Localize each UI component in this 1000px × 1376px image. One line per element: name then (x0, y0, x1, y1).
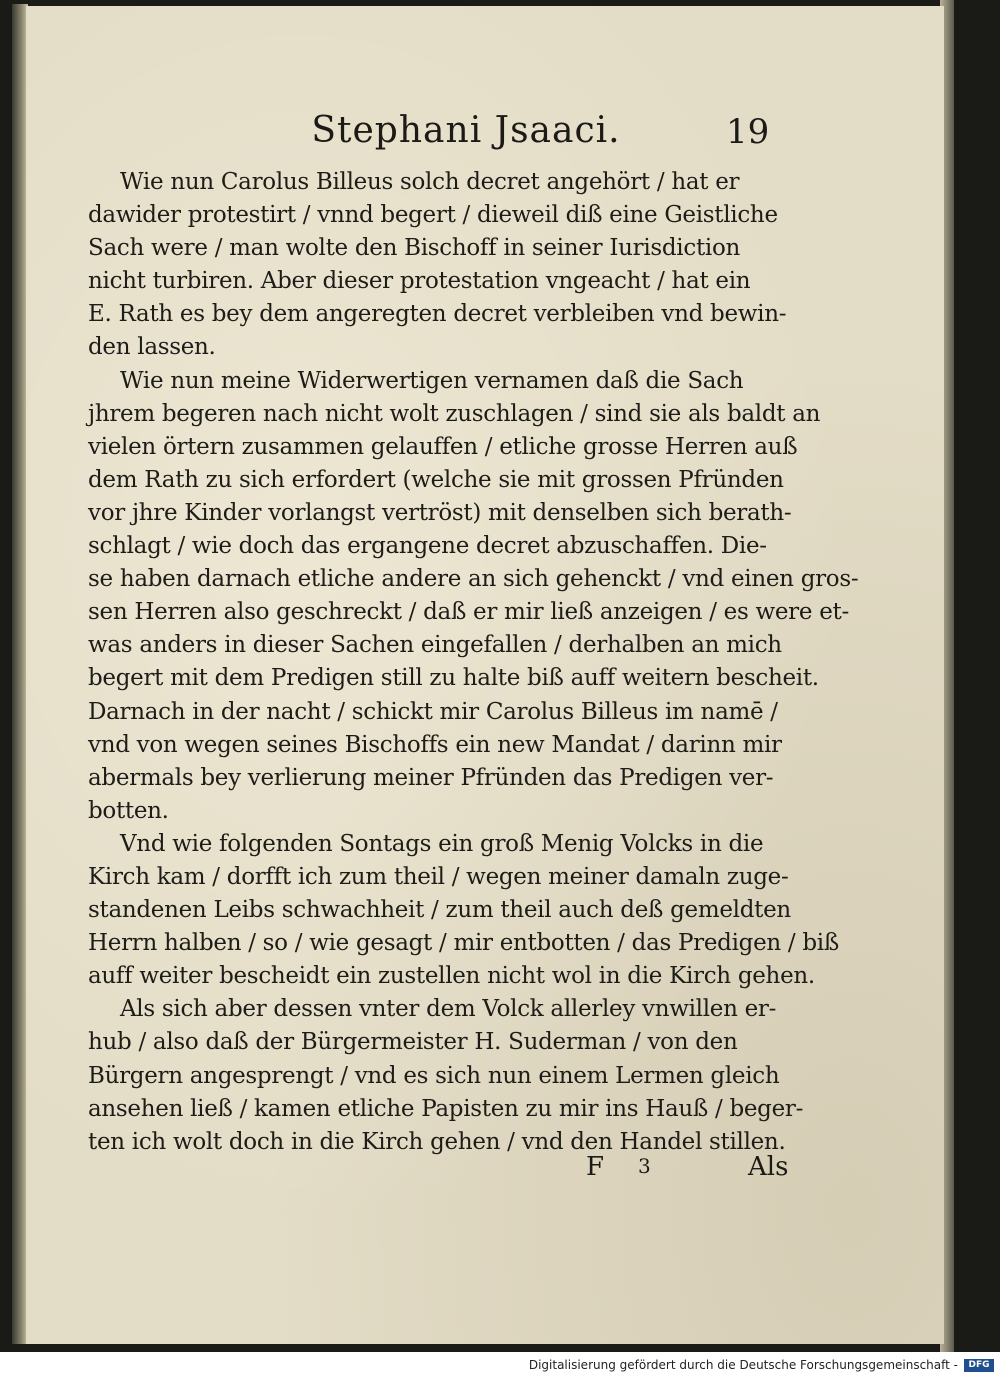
text-line: se haben darnach etliche andere an sich gehenckt / vnd einen gros- (88, 566, 859, 593)
text-line: sen Herren also geschreckt / daß er mir ließ anzeigen / es were et- (88, 599, 849, 626)
signature-line (586, 1152, 789, 1188)
text-line: Herrn halben / so / wie gesagt / mir entbotten / das Predigen / biß (88, 930, 839, 957)
text-line: Bürgern angesprengt / vnd es sich nun einem Lermen gleich (88, 1062, 780, 1089)
text-line: vielen örtern zusammen gelauffen / etliche grosse Herren auß (88, 433, 798, 460)
text-line: hub / also daß der Bürgermeister H. Suderman / von den (88, 1029, 738, 1056)
text-line: Vnd wie folgenden Sontags ein groß Menig Volcks in die (120, 830, 764, 857)
text-line: vor jhre Kinder vorlangst vertröst) mit denselben sich berath- (88, 499, 792, 526)
text-line: vnd von wegen seines Bischoffs ein new Mandat / darinn mir (88, 731, 782, 758)
text-line: den lassen. (88, 334, 216, 361)
text-line: ansehen ließ / kamen etliche Papisten zu mir ins Hauß / beger- (88, 1095, 804, 1122)
text-line: Wie nun meine Widerwertigen vernamen daß die Sach (120, 367, 744, 394)
text-line: auff weiter bescheidt ein zustellen nicht wol in die Kirch gehen. (88, 963, 815, 990)
text-line: abermals bey verlierung meiner Pfründen das Predigen ver- (88, 764, 774, 791)
dfg-logo: DFG (964, 1359, 994, 1372)
catchword: Als (748, 1152, 789, 1182)
text-line: E. Rath es bey dem angeregten decret verbleiben vnd bewin- (88, 301, 787, 328)
text-line: Sach were / man wolte den Bischoff in seiner Iurisdiction (88, 235, 741, 262)
text-line: nicht turbiren. Aber dieser protestation vngeacht / hat ein (88, 268, 751, 295)
text-line: standenen Leibs schwachheit / zum theil auch deß gemeldten (88, 897, 791, 924)
text-line: Kirch kam / dorfft ich zum theil / wegen meiner damaln zuge- (88, 863, 789, 890)
text-line: schlagt / wie doch das ergangene decret abzuschaffen. Die- (88, 533, 767, 560)
page-header (26, 110, 944, 166)
footer-bar (0, 1356, 1000, 1376)
funding-credit: Digitalisierung gefördert durch die Deutsche Forschungsgemeinschaft - (528, 1358, 958, 1372)
text-line: Wie nun Carolus Billeus solch decret angehört / hat er (120, 169, 740, 195)
text-line: Darnach in der nacht / schickt mir Carolus Billeus im namē / (88, 698, 778, 725)
signature-mark: F (586, 1152, 605, 1182)
text-line: dawider protestirt / vnnd begert / dieweil diß eine Geistliche (88, 202, 778, 229)
text-line: dem Rath zu sich erfordert (welche sie mit grossen Pfründen (88, 466, 784, 493)
text-line: begert mit dem Predigen still zu halte biß auff weitern bescheit. (88, 665, 819, 692)
signature-number: 3 (638, 1154, 651, 1178)
running-title: Stephani Jsaaci. (311, 110, 621, 151)
text-line: was anders in dieser Sachen eingefallen / derhalben an mich (88, 632, 782, 659)
text-line: jhrem begeren nach nicht wolt zuschlagen / sind sie als baldt an (88, 400, 821, 427)
text-line: botten. (88, 797, 169, 824)
body-text (88, 166, 859, 1159)
text-line: Als sich aber dessen vnter dem Volck allerley vnwillen er- (120, 996, 777, 1023)
page-number: 19 (726, 112, 770, 152)
text-line: ten ich wolt doch in die Kirch gehen / vnd den Handel stillen. (88, 1128, 786, 1155)
book-page (26, 6, 944, 1344)
